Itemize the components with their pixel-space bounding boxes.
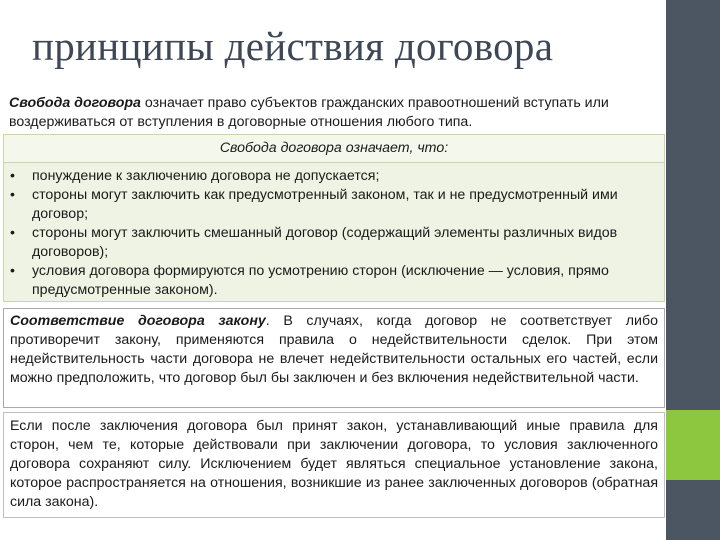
right-sidebar-bar bbox=[666, 0, 720, 540]
freedom-definition bbox=[3, 90, 665, 133]
conformity-term: Соответствие договора закону bbox=[10, 313, 266, 329]
freedom-term: Свобода договора bbox=[9, 95, 141, 111]
list-item-text: стороны могут заключить смешанный договор (содержащий элементы различных видов договоров); bbox=[32, 225, 618, 260]
list-item bbox=[10, 224, 658, 262]
conformity-box bbox=[3, 308, 665, 408]
green-accent-block bbox=[666, 410, 720, 480]
new-law-text: Если после заключения договора был принят закон, устанавливающий иные правила для сторон, чем те, которые действовали при заключении договора, то условия заключенного договора сохраняют силу. Исключением будет являться специальное установление закона, которое распространяется на отношения, возникшие из ранее заключенных договоров (обратная сила закона). bbox=[10, 418, 658, 510]
bullet-icon: • bbox=[10, 168, 15, 184]
list-item-text: стороны могут заключить как предусмотренный законом, так и не предусмотренный ими договор; bbox=[32, 187, 618, 222]
bullet-icon: • bbox=[10, 263, 15, 279]
conformity-text: . В случаях, когда договор не соответствует либо противоречит закону, применяются правила о недействительности сделок. При этом недействительность части договора не влечет недействительности остальных его частей, если можно предположить, что договор был бы заключен и без включения недействительной части. bbox=[10, 313, 658, 386]
bullet-icon: • bbox=[10, 225, 15, 241]
freedom-text: означает право субъектов гражданских правоотношений вступать или воздерживаться от вступления в договорные отношения любого типа. bbox=[9, 95, 609, 130]
list-item bbox=[10, 167, 658, 186]
list-item bbox=[10, 186, 658, 224]
slide-title: принципы действия договора bbox=[32, 23, 554, 69]
list-item bbox=[10, 262, 658, 300]
freedom-meaning-list bbox=[4, 163, 664, 300]
list-item-text: понуждение к заключению договора не допускается; bbox=[32, 168, 380, 184]
freedom-meaning-box bbox=[3, 134, 665, 302]
new-law-box bbox=[3, 412, 665, 518]
freedom-meaning-heading: Свобода договора означает, что: bbox=[4, 135, 664, 163]
bullet-icon: • bbox=[10, 187, 15, 203]
list-item-text: условия договора формируются по усмотрению сторон (исключение — условия, прямо предусмотренные законом). bbox=[32, 263, 609, 298]
